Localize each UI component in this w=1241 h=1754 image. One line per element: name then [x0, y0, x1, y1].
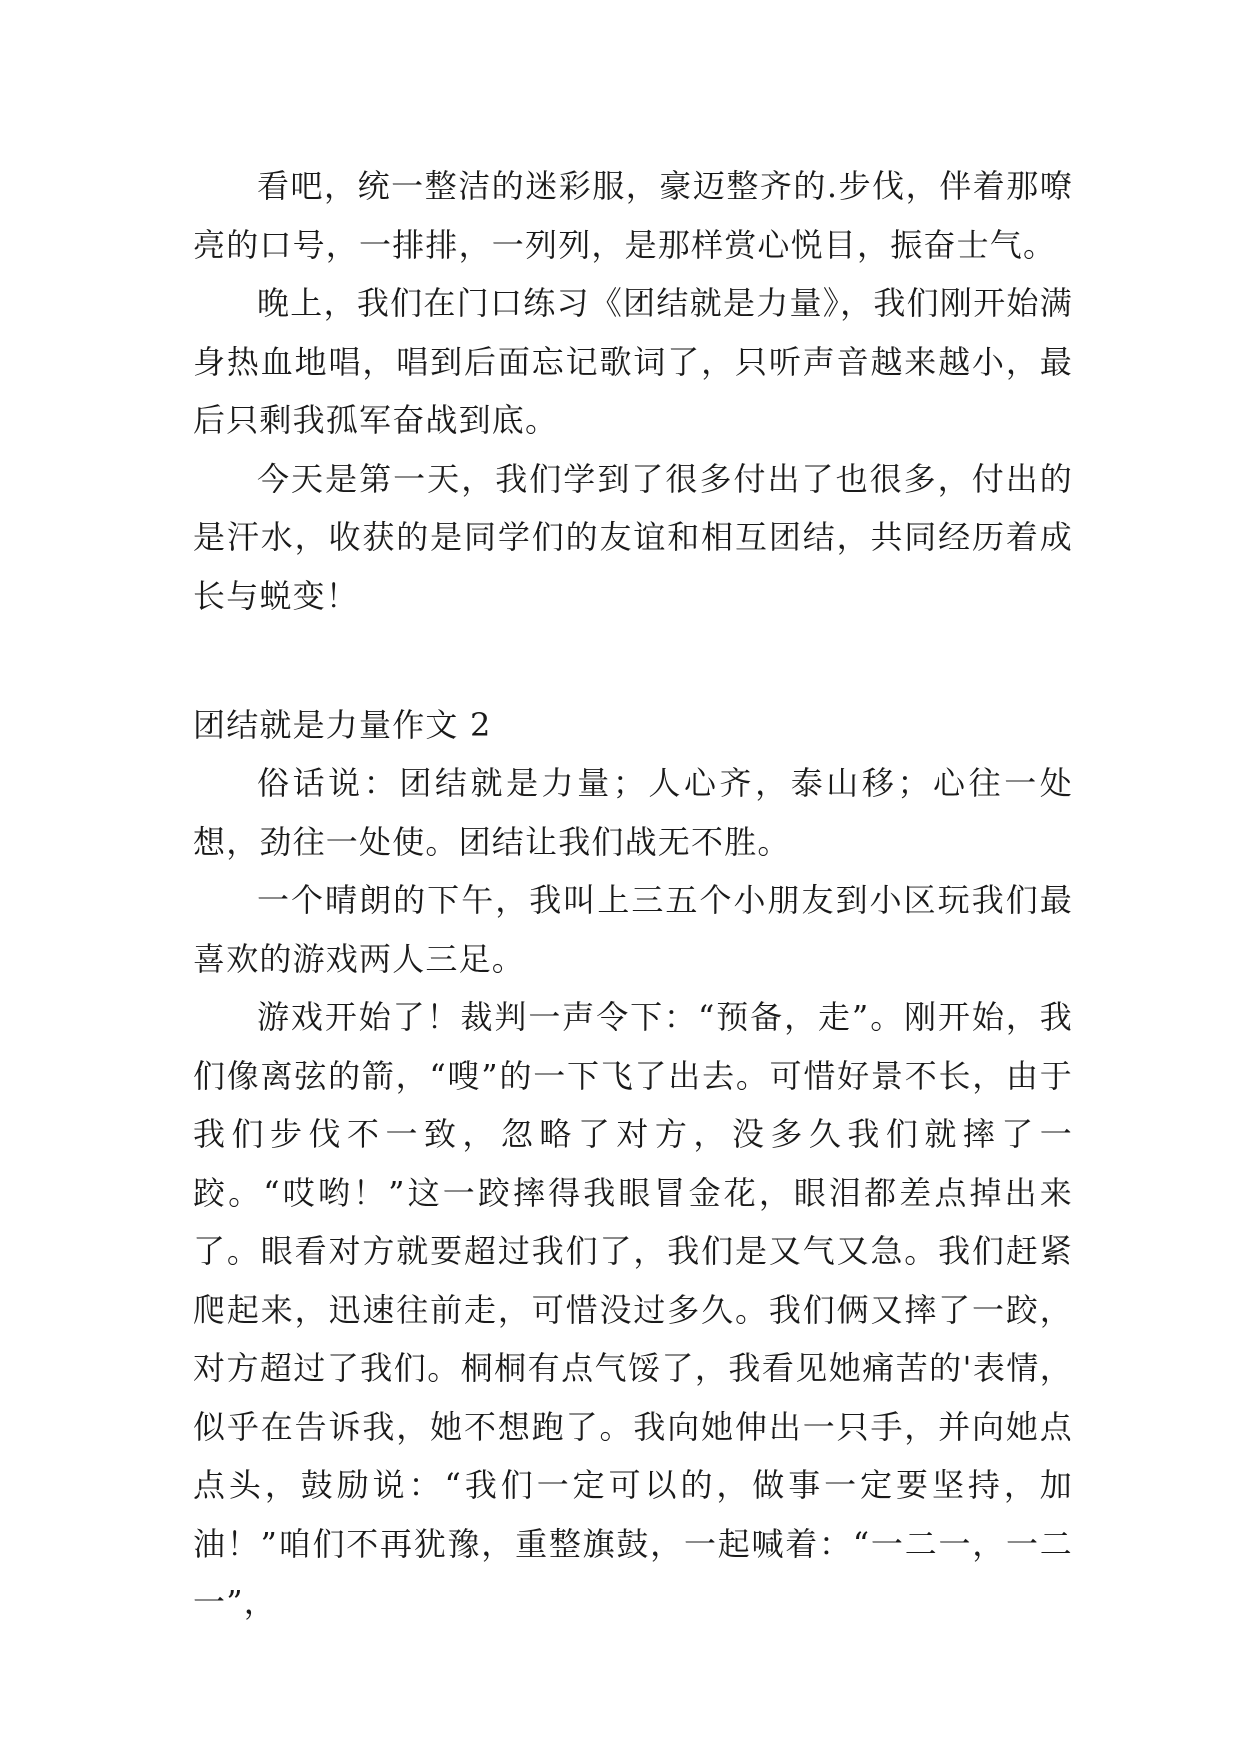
section-spacer: [193, 625, 1073, 684]
paragraph-proverb: 俗话说：团结就是力量；人心齐，泰山移；心往一处想，劲往一处使。团结让我们战无不胜。: [193, 764, 1073, 861]
document-body: [193, 157, 1073, 1632]
paragraph-first-day: 今天是第一天，我们学到了很多付出了也很多，付出的是汗水，收获的是同学们的友谊和相互团结，共同经历着成长与蜕变！: [193, 459, 1073, 615]
paragraph-uniform: 看吧，统一整洁的迷彩服，豪迈整齐的.步伐，伴着那嘹亮的口号，一排排，一列列，是那样赏心悦目，振奋士气。: [193, 167, 1073, 264]
paragraph-evening-song: 晚上，我们在门口练习《团结就是力量》，我们刚开始满身热血地唱，唱到后面忘记歌词了，只听声音越来越小，最后只剩我孤军奋战到底。: [193, 284, 1073, 439]
paragraph-afternoon: 一个晴朗的下午，我叫上三五个小朋友到小区玩我们最喜欢的游戏两人三足。: [193, 881, 1073, 978]
essay-title: 团结就是力量作文 2: [193, 705, 492, 744]
paragraph-game: 游戏开始了！裁判一声令下：“预备，走”。刚开始，我们像离弦的箭，“嗖”的一下飞了出去。可惜好景不长，由于我们步伐不一致，忽略了对方，没多久我们就摔了一跤。“哎哟！”这一跤摔得我眼冒金花，眼泪都差点掉出来了。眼看对方就要超过我们了，我们是又气又急。我们赶紧爬起来，迅速往前走，可惜没过多久。我们俩又摔了一跤，对方超过了我们。桐桐有点气馁了，我看见她痛苦的'表情，似乎在告诉我，她不想跑了。我向她伸出一只手，并向她点点头，鼓励说：“我们一定可以的，做事一定要坚持，加油！”咱们不再犹豫，重整旗鼓，一起喊着：“一二一，一二一”，: [193, 998, 1073, 1621]
section-spacer-small: [193, 684, 1073, 696]
